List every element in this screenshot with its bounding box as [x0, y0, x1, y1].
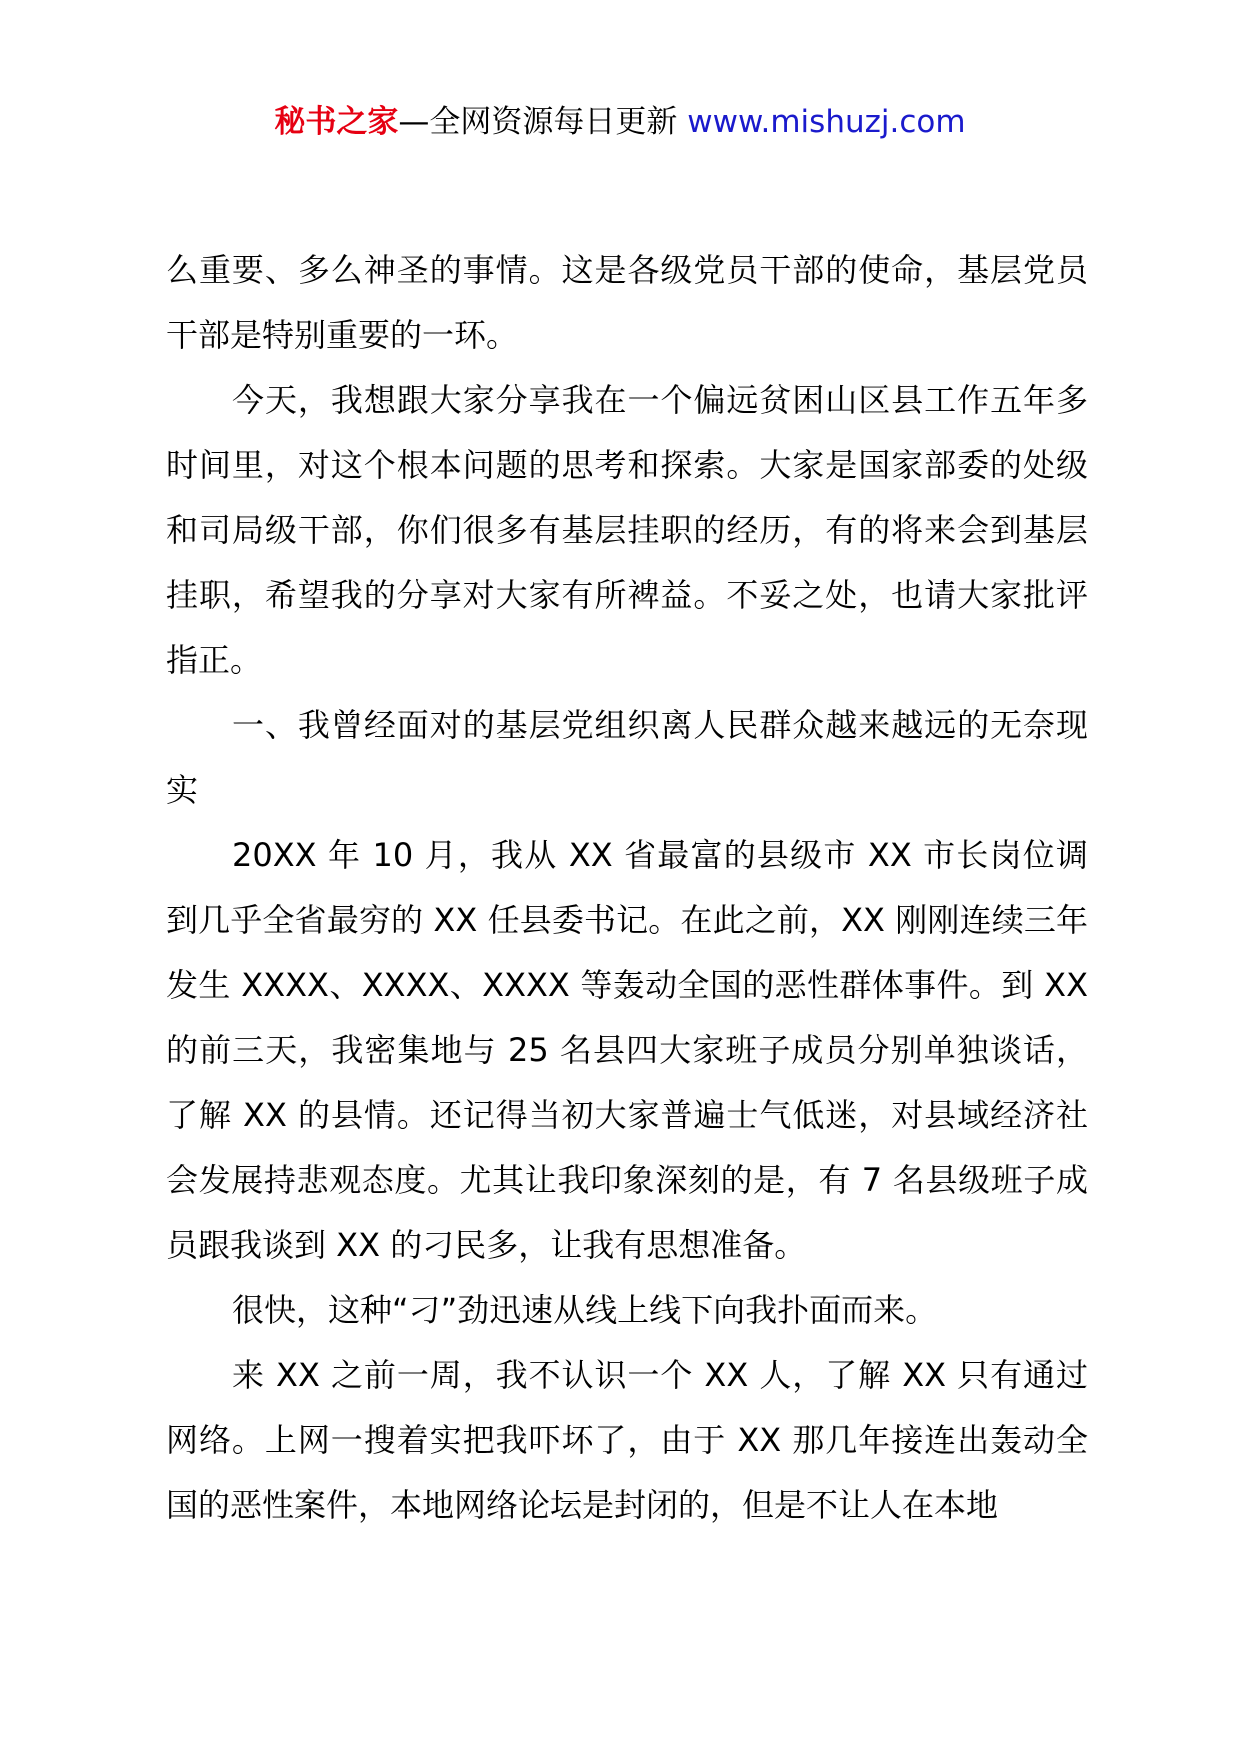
header-site-link[interactable]: www.mishuzj.com: [687, 104, 966, 140]
document-body: [166, 238, 1088, 1538]
paragraph: 20XX 年 10 月，我从 XX 省最富的县级市 XX 市长岗位调到几乎全省最穷的 XX 任县委书记。在此之前，XX 刚刚连续三年发生 XXXX、XXXX、XXXX 等轰动全国的恶性群体事件。到 XX 的前三天，我密集地与 25 名县四大家班子成员分别单独谈话，了解 XX 的县情。还记得当初大家普遍士气低迷，对县域经济社会发展持悲观态度。尤其让我印象深刻的是，有 7 名县级班子成员跟我谈到 XX 的刁民多，让我有思想准备。: [166, 836, 1088, 1264]
header-brand: 秘书之家: [274, 104, 399, 140]
section-heading: 一、我曾经面对的基层党组织离人民群众越来越远的无奈现实: [166, 706, 1088, 809]
paragraph: 么重要、多么神圣的事情。这是各级党员干部的使命，基层党员干部是特别重要的一环。: [166, 251, 1088, 354]
paragraph: 很快，这种“刁”劲迅速从线上线下向我扑面而来。: [232, 1291, 938, 1329]
paragraph: 来 XX 之前一周，我不认识一个 XX 人，了解 XX 只有通过网络。上网一搜着实把我吓坏了，由于 XX 那几年接连出轰动全国的恶性案件，本地网络论坛是封闭的，但是不让人在本地: [166, 1356, 1088, 1524]
header-slogan: —全网资源每日更新: [398, 104, 688, 140]
paragraph: 今天，我想跟大家分享我在一个偏远贫困山区县工作五年多时间里，对这个根本问题的思考和探索。大家是国家部委的处级和司局级干部，你们很多有基层挂职的经历，有的将来会到基层挂职，希望我的分享对大家有所裨益。不妥之处，也请大家批评指正。: [166, 381, 1088, 679]
page-header: [0, 100, 1240, 144]
